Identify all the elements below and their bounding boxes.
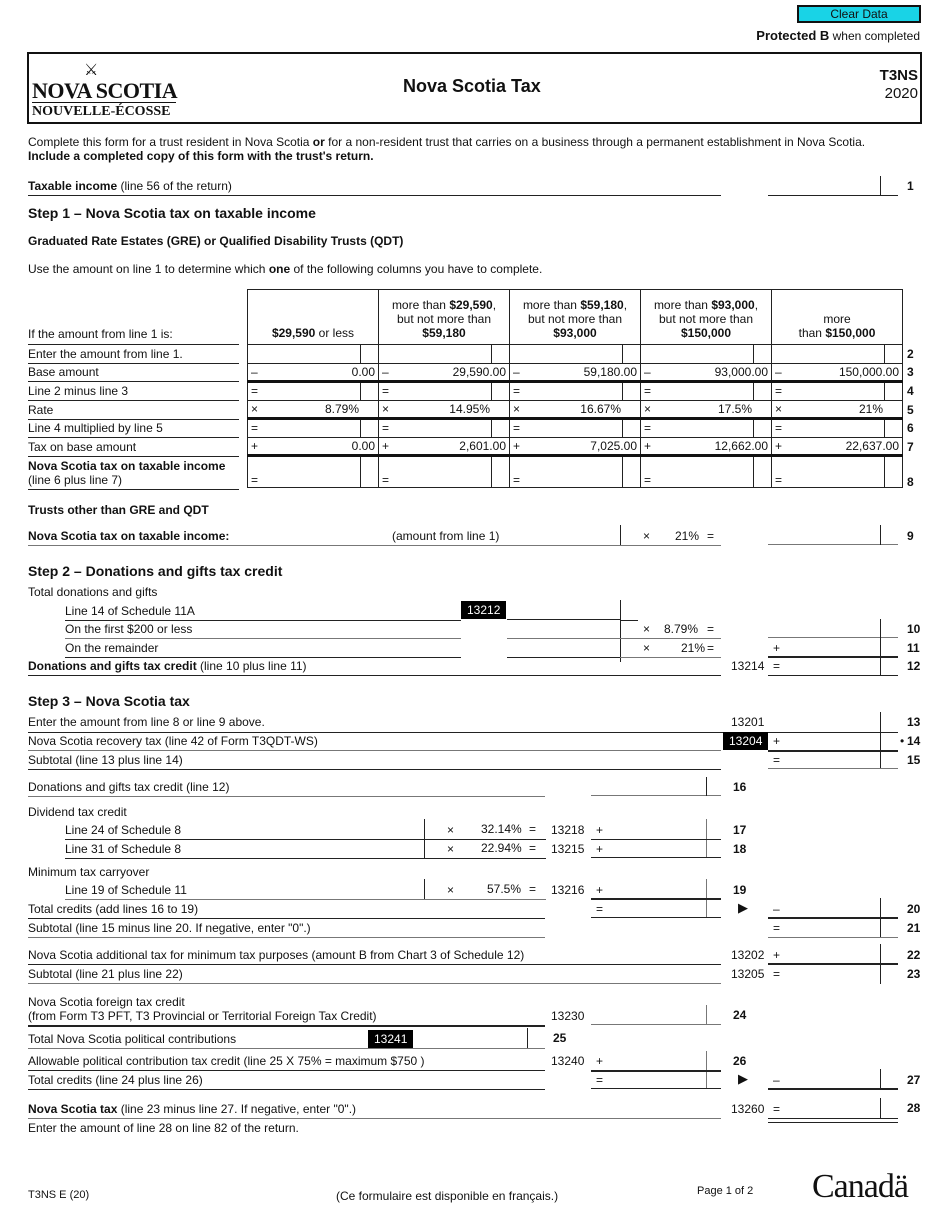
line8-col5-input[interactable]: = <box>772 456 885 488</box>
line5-col1: × 8.79% <box>248 400 379 419</box>
line4-col2-input[interactable]: = <box>379 382 492 401</box>
line2-col2-input[interactable] <box>379 345 492 364</box>
code-13215: 13215 <box>551 842 585 856</box>
line4-col3-cents[interactable] <box>622 382 640 401</box>
rate-21: 21% <box>675 529 700 543</box>
line11-input[interactable] <box>768 638 898 657</box>
code-13216: 13216 <box>551 883 585 897</box>
code-13201: 13201 <box>731 715 765 729</box>
col-header-4: more than $93,000, but not more than $150,000 <box>641 290 772 345</box>
line-number-18: 18 <box>733 842 747 856</box>
line24-label-1: Nova Scotia foreign tax credit <box>28 995 185 1009</box>
intro-line-2: Include a completed copy of this form with the trust's return. <box>28 149 374 163</box>
line20-label: Total credits (add lines 16 to 19) <box>28 902 199 916</box>
clear-data-button[interactable]: Clear Data <box>797 5 921 23</box>
intro-line-1: Complete this form for a trust resident in Nova Scotia or for a non-resident trust that carries on a business through a permanent establishment in Nova Scotia. <box>28 135 866 149</box>
row-label-line3: Base amount <box>28 365 99 379</box>
line17-input[interactable] <box>591 819 721 839</box>
line16-label: Donations and gifts tax credit (line 12) <box>28 780 230 794</box>
line19-schedule-input[interactable] <box>300 879 425 899</box>
line6-col2-input[interactable]: = <box>379 419 492 438</box>
row-label-line6: Line 4 multiplied by line 5 <box>28 421 163 435</box>
logo-english: NOVA SCOTIA <box>32 78 178 103</box>
table-row-header: If the amount from line 1 is: <box>28 327 173 341</box>
line-number-10: 10 <box>907 622 921 636</box>
line-number-19: 19 <box>733 883 747 897</box>
code-13240: 13240 <box>551 1054 585 1068</box>
line3-col5: – 150,000.00 <box>772 363 903 382</box>
line17-label: Line 24 of Schedule 8 <box>65 823 182 837</box>
crossed-swords-icon: ⚔ <box>84 62 99 79</box>
equals-sign: = <box>529 882 537 896</box>
line4-col1-cents[interactable] <box>360 382 378 401</box>
row-label-line4: Line 2 minus line 3 <box>28 384 129 398</box>
line-number-1: 1 <box>907 179 914 193</box>
step3-title: Step 3 – Nova Scotia tax <box>28 693 190 709</box>
row-label-line2: Enter the amount from line 1. <box>28 347 183 361</box>
line8-col5-cents[interactable] <box>884 456 902 488</box>
line-number-28: 28 <box>907 1101 921 1115</box>
line-number-6: 6 <box>907 421 914 435</box>
line6-col3-input[interactable]: = <box>510 419 623 438</box>
rate-879: 8.79% <box>664 622 699 636</box>
table-row-line2 <box>248 345 903 364</box>
line-number-12: 12 <box>907 659 921 673</box>
line5-col4: × 17.5% <box>641 400 772 419</box>
row-label-line7: Tax on base amount <box>28 440 137 454</box>
page-title: Nova Scotia Tax <box>403 76 541 96</box>
line22-input[interactable] <box>768 944 898 964</box>
line20-subtotal-input[interactable] <box>591 900 721 918</box>
protected-b-rest: when completed <box>829 29 920 43</box>
line-number-16: 16 <box>733 780 747 794</box>
line8-col3-cents[interactable] <box>622 456 640 488</box>
multiply-sign: × <box>447 842 455 856</box>
line28-label: Nova Scotia tax (line 23 minus line 27. If negative, enter "0".) <box>28 1102 357 1116</box>
line-number-13: 13 <box>907 715 921 729</box>
line4-col5-input[interactable]: = <box>772 382 885 401</box>
multiply-sign: × <box>447 883 455 897</box>
line2-col2-cents[interactable] <box>491 345 509 364</box>
line4-col5-cents[interactable] <box>884 382 902 401</box>
schedule11a-input[interactable] <box>507 600 620 620</box>
plus-sign: + <box>773 734 781 748</box>
line17-schedule-input[interactable] <box>300 819 425 839</box>
arrow-right-icon: ▶ <box>738 900 748 915</box>
line23-label: Subtotal (line 21 plus line 22) <box>28 967 183 981</box>
line-number-5: 5 <box>907 403 914 417</box>
equals-sign: = <box>773 967 781 981</box>
line18-label: Line 31 of Schedule 8 <box>65 842 182 856</box>
line6-col2-cents[interactable] <box>491 419 509 438</box>
line9-input[interactable] <box>768 525 898 545</box>
other-trusts-title: Trusts other than GRE and QDT <box>28 503 209 517</box>
line7-col3: + 7,025.00 <box>510 437 641 456</box>
table-row-line8 <box>248 456 903 488</box>
line16-input[interactable] <box>591 777 721 796</box>
row-label-line8: (line 6 plus line 7) <box>28 473 123 487</box>
equals-sign: = <box>529 841 537 855</box>
line-number-24: 24 <box>733 1008 747 1022</box>
line2-col4-input[interactable] <box>641 345 754 364</box>
line3-col1: – 0.00 <box>248 363 379 382</box>
line4-col2-cents[interactable] <box>491 382 509 401</box>
nova-scotia-logo <box>32 60 178 120</box>
rate-21: 21% <box>681 641 706 655</box>
dividend-credit-title: Dividend tax credit <box>28 805 127 819</box>
remainder-label: On the remainder <box>65 641 159 655</box>
line6-col1-cents[interactable] <box>360 419 378 438</box>
col-header-1: $29,590 or less <box>248 290 379 345</box>
line25-label: Total Nova Scotia political contributions <box>28 1032 237 1046</box>
line25-input[interactable] <box>414 1028 527 1048</box>
protected-b-notice <box>756 28 920 43</box>
line13-label: Enter the amount from line 8 or line 9 above. <box>28 715 265 729</box>
equals-sign: = <box>707 622 715 636</box>
table-row-line3 <box>248 363 903 382</box>
line7-col5: + 22,637.00 <box>772 437 903 456</box>
code-13218: 13218 <box>551 823 585 837</box>
line22-label: Nova Scotia additional tax for minimum tax purposes (amount B from Chart 3 of Schedule 12) <box>28 948 525 962</box>
line6-col1-input[interactable]: = <box>248 419 361 438</box>
other-trusts-hint: (amount from line 1) <box>392 529 500 543</box>
code-13202: 13202 <box>731 948 765 962</box>
line15-input[interactable] <box>768 751 898 769</box>
line26-input[interactable] <box>591 1051 721 1071</box>
line4-col3-input[interactable]: = <box>510 382 623 401</box>
line-number-25: 25 <box>553 1031 567 1045</box>
line18-input[interactable] <box>591 839 721 858</box>
line5-col3: × 16.67% <box>510 400 641 419</box>
form-year: 2020 <box>884 85 918 102</box>
line19-label: Line 19 of Schedule 11 <box>65 883 187 897</box>
code-13241: 13241 <box>368 1030 413 1048</box>
equals-sign: = <box>596 1073 604 1087</box>
table-row-line4 <box>248 382 903 401</box>
row-label-line5: Rate <box>28 403 54 417</box>
line28-note: Enter the amount of line 28 on line 82 of the return. <box>28 1121 299 1135</box>
equals-sign: = <box>773 1102 781 1116</box>
line21-label: Subtotal (line 15 minus line 20. If negative, enter "0".) <box>28 921 311 935</box>
line4-col4-input[interactable]: = <box>641 382 754 401</box>
row-label-line8-bold: Nova Scotia tax on taxable income <box>28 459 226 473</box>
form-code: T3NS <box>879 67 918 84</box>
minimum-tax-title: Minimum tax carryover <box>28 865 150 879</box>
code-13212: 13212 <box>461 601 506 619</box>
minus-sign: – <box>773 1073 780 1087</box>
minus-sign: – <box>773 902 780 916</box>
plus-sign: + <box>596 883 604 897</box>
table-row-line7 <box>248 437 903 456</box>
line3-col4: – 93,000.00 <box>641 363 772 382</box>
line2-col5-input[interactable] <box>772 345 885 364</box>
rate-3214: 32.14% <box>481 822 522 836</box>
step1-instruction: Use the amount on line 1 to determine which one of the following columns you have to complete. <box>28 262 543 276</box>
line3-col3: – 59,180.00 <box>510 363 641 382</box>
line7-col2: + 2,601.00 <box>379 437 510 456</box>
line2-col3-cents[interactable] <box>622 345 640 364</box>
line2-col1-input[interactable] <box>248 345 361 364</box>
line7-col1: + 0.00 <box>248 437 379 456</box>
line27-input[interactable] <box>768 1069 898 1089</box>
multiply-sign: × <box>447 823 455 837</box>
equals-sign: = <box>773 659 781 673</box>
line-number-14: 14 <box>907 734 921 748</box>
line6-col5-input[interactable]: = <box>772 419 885 438</box>
code-13230: 13230 <box>551 1009 585 1023</box>
donations-credit-label: Donations and gifts tax credit (line 10 plus line 11) <box>28 659 307 673</box>
code-13205: 13205 <box>731 967 765 981</box>
rate-575: 57.5% <box>487 882 522 896</box>
line8-col4-cents[interactable] <box>753 456 771 488</box>
line24-label-2: (from Form T3 PFT, T3 Provincial or Territorial Foreign Tax Credit) <box>28 1009 377 1023</box>
line26-label: Allowable political contribution tax credit (line 25 X 75% = maximum $750 ) <box>28 1054 425 1068</box>
table-row-line6 <box>248 419 903 438</box>
equals-sign: = <box>707 529 715 543</box>
line14-label: Nova Scotia recovery tax (line 42 of Form T3QDT-WS) <box>28 734 318 748</box>
remainder-input[interactable] <box>507 639 620 658</box>
first200-input[interactable] <box>507 620 620 639</box>
line-number-2: 2 <box>907 347 914 361</box>
bullet-marker: • <box>900 734 905 748</box>
page-indicator: Page 1 of 2 <box>697 1185 754 1197</box>
line8-col3-input[interactable]: = <box>510 456 623 488</box>
plus-sign: + <box>773 641 781 655</box>
line4-col1-input[interactable]: = <box>248 382 361 401</box>
col-header-5: more than $150,000 <box>772 290 903 345</box>
footer-form-id: T3NS E (20) <box>28 1189 90 1201</box>
equals-sign: = <box>596 902 604 916</box>
line5-col5: × 21% <box>772 400 903 419</box>
line27-label: Total credits (line 24 plus line 26) <box>28 1073 203 1087</box>
multiply-sign: × <box>643 622 651 636</box>
multiply-sign: × <box>643 641 651 655</box>
line-number-27: 27 <box>907 1073 921 1087</box>
line10-input[interactable] <box>768 619 898 638</box>
line8-col2-cents[interactable] <box>491 456 509 488</box>
line8-col2-input[interactable]: = <box>379 456 492 488</box>
plus-sign: + <box>596 1054 604 1068</box>
multiply-sign: × <box>643 529 651 543</box>
rate-2294: 22.94% <box>481 841 522 855</box>
line4-col4-cents[interactable] <box>753 382 771 401</box>
first200-label: On the first $200 or less <box>65 622 193 636</box>
line6-col4-cents[interactable] <box>753 419 771 438</box>
line14-input[interactable] <box>768 732 898 750</box>
code-13214: 13214 <box>731 659 765 673</box>
line20-input[interactable] <box>768 898 898 918</box>
line-number-21: 21 <box>907 921 921 935</box>
equals-sign: = <box>773 753 781 767</box>
line8-col1-input[interactable]: = <box>248 456 361 488</box>
line2-col1-cents[interactable] <box>360 345 378 364</box>
line-number-15: 15 <box>907 753 921 767</box>
logo-french: NOUVELLE-ÉCOSSE <box>32 104 171 119</box>
line15-label: Subtotal (line 13 plus line 14) <box>28 753 183 767</box>
code-13260: 13260 <box>731 1102 765 1116</box>
line-number-9: 9 <box>907 529 914 543</box>
step2-title: Step 2 – Donations and gifts tax credit <box>28 563 283 579</box>
graduated-rate-table <box>247 289 903 488</box>
line2-col5-cents[interactable] <box>884 345 902 364</box>
footer-french-note: (Ce formulaire est disponible en français.) <box>336 1189 559 1203</box>
code-13204: 13204 <box>723 732 768 750</box>
taxable-income-input[interactable] <box>768 176 898 196</box>
line8-col1-cents[interactable] <box>360 456 378 488</box>
line2-col3-input[interactable] <box>510 345 623 364</box>
line3-col2: – 29,590.00 <box>379 363 510 382</box>
step1-subtitle: Graduated Rate Estates (GRE) or Qualified Disability Trusts (QDT) <box>28 234 404 248</box>
line2-col4-cents[interactable] <box>753 345 771 364</box>
plus-sign: + <box>773 948 781 962</box>
line-number-11: 11 <box>907 641 920 655</box>
schedule11a-label: Line 14 of Schedule 11A <box>65 604 195 618</box>
line5-col2: × 14.95% <box>379 400 510 419</box>
equals-sign: = <box>707 641 715 655</box>
line-number-4: 4 <box>907 384 914 398</box>
line7-col4: + 12,662.00 <box>641 437 772 456</box>
canada-wordmark: Canadä <box>812 1168 908 1205</box>
line21-input[interactable] <box>768 919 898 938</box>
line-number-8: 8 <box>907 475 914 489</box>
plus-sign: + <box>596 842 604 856</box>
line8-col4-input[interactable]: = <box>641 456 754 488</box>
line-number-7: 7 <box>907 440 914 454</box>
equals-sign: = <box>773 921 781 935</box>
col-header-2: more than $29,590, but not more than $59,180 <box>379 290 510 345</box>
step1-title: Step 1 – Nova Scotia tax on taxable income <box>28 205 316 221</box>
line-number-20: 20 <box>907 902 921 916</box>
line19-input[interactable] <box>591 879 721 899</box>
protected-b-bold: Protected B <box>756 28 830 43</box>
line-number-26: 26 <box>733 1054 747 1068</box>
line-number-17: 17 <box>733 823 747 837</box>
line23-input[interactable] <box>768 965 898 984</box>
line27-subtotal-input[interactable] <box>591 1071 721 1089</box>
table-row-line5 <box>248 400 903 419</box>
other-trusts-label: Nova Scotia tax on taxable income: <box>28 529 230 543</box>
total-donations-label: Total donations and gifts <box>28 585 158 599</box>
line6-col3-cents[interactable] <box>622 419 640 438</box>
line24-input[interactable] <box>591 1005 721 1025</box>
line-number-22: 22 <box>907 948 921 962</box>
arrow-right-icon: ▶ <box>738 1071 748 1086</box>
line28-input[interactable] <box>768 1098 898 1118</box>
col-header-3: more than $59,180, but not more than $93,000 <box>510 290 641 345</box>
line13-input[interactable] <box>768 712 898 732</box>
line12-input[interactable] <box>768 658 898 676</box>
equals-sign: = <box>529 822 537 836</box>
taxable-income-label: Taxable income (line 56 of the return) <box>28 179 232 193</box>
other-trusts-amount-input[interactable] <box>380 525 620 545</box>
line6-col4-input[interactable]: = <box>641 419 754 438</box>
line-number-3: 3 <box>907 365 914 379</box>
line-number-23: 23 <box>907 967 921 981</box>
plus-sign: + <box>596 823 604 837</box>
line6-col5-cents[interactable] <box>884 419 902 438</box>
